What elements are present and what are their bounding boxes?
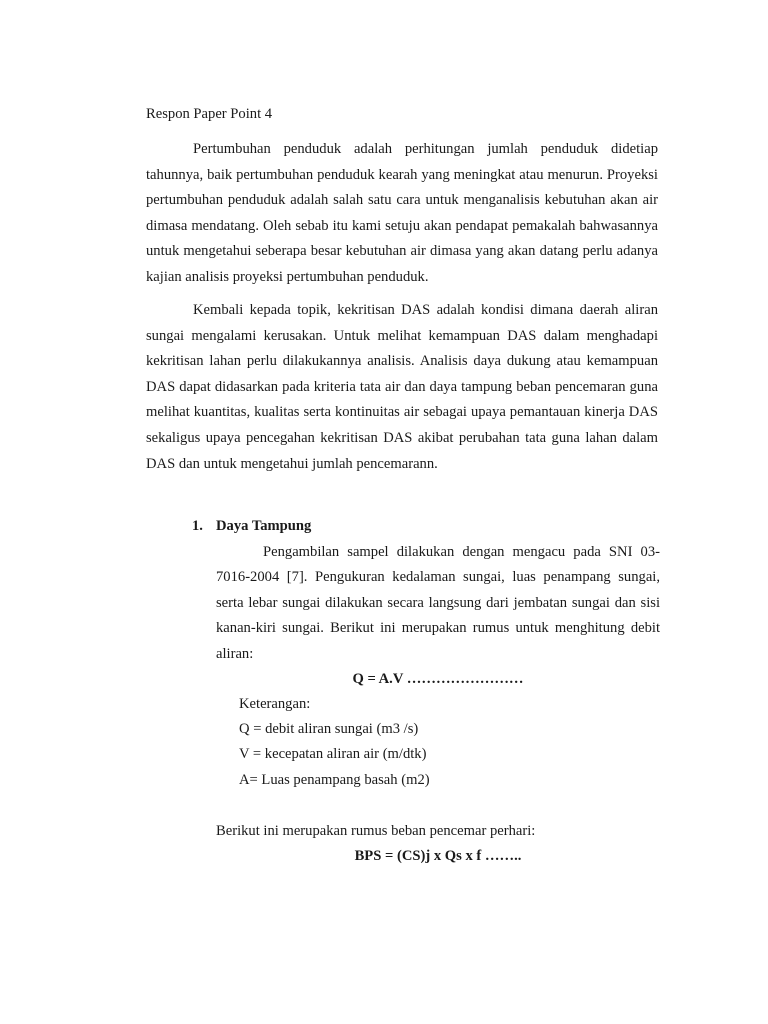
section-title: Daya Tampung — [216, 518, 312, 534]
keterangan-list — [239, 692, 660, 793]
section-body-paragraph: Pengambilan sampel dilakukan dengan mengacu pada SNI 03-7016-2004 [7]. Pengukuran kedalaman sungai, luas penampang sungai, serta lebar sungai dilakukan secara langsung dari jembatan sungai dan sisi kanan-kiri sungai. Berikut ini merupakan rumus untuk menghitung debit aliran: — [216, 544, 660, 662]
keterangan-item-a: A= Luas penampang basah (m2) — [239, 771, 430, 788]
formula-bps: BPS = (CS)j x Qs x f …….. — [354, 847, 522, 864]
section-heading — [192, 514, 660, 539]
paragraph-population-growth: Pertumbuhan penduduk adalah perhitungan jumlah penduduk didetiap tahunnya, baik pertumbuhan penduduk kearah yang meningkat atau menurun. Proyeksi pertumbuhan penduduk adalah salah satu cara untuk menganalisis kebutuhan akan air dimasa mendatang. Oleh sebab itu kami setuju akan pendapat pemakalah bahwasannya untuk mengetahui seberapa besar kebutuhan air dimasa yang akan datang perlu adanya kajian analisis proyeksi pertumbuhan penduduk. — [146, 141, 658, 285]
keterangan-item-v: V = kecepatan aliran air (m/dtk) — [239, 746, 427, 763]
keterangan-item-q: Q = debit aliran sungai (m3 /s) — [239, 721, 419, 738]
keterangan-label: Keterangan: — [239, 696, 311, 713]
beban-pencemar-intro: Berikut ini merupakan rumus beban pencemar perhari: — [216, 822, 536, 839]
section-number: 1. — [192, 518, 203, 534]
paragraph-das-criticality: Kembali kepada topik, kekritisan DAS adalah kondisi dimana daerah aliran sungai mengalami kerusakan. Untuk melihat kemampuan DAS dalam menghadapi kekritisan lahan perlu dilakukannya analisis. Analisis daya dukung atau kemampuan DAS dapat didasarkan pada kriteria tata air dan daya tampung beban pencemaran guna melihat kuantitas, kualitas serta kontinuitas air sebagai upaya pemantauan kinerja DAS sekaligus upaya pencegahan kekritisan DAS akibat perubahan tata guna lahan dalam DAS dan untuk mengetahui jumlah pencemarann. — [146, 302, 658, 472]
document-title: Respon Paper Point 4 — [146, 106, 273, 122]
formula-debit: Q = A.V …………………… — [352, 671, 524, 688]
section-daya-tampung — [192, 514, 660, 869]
